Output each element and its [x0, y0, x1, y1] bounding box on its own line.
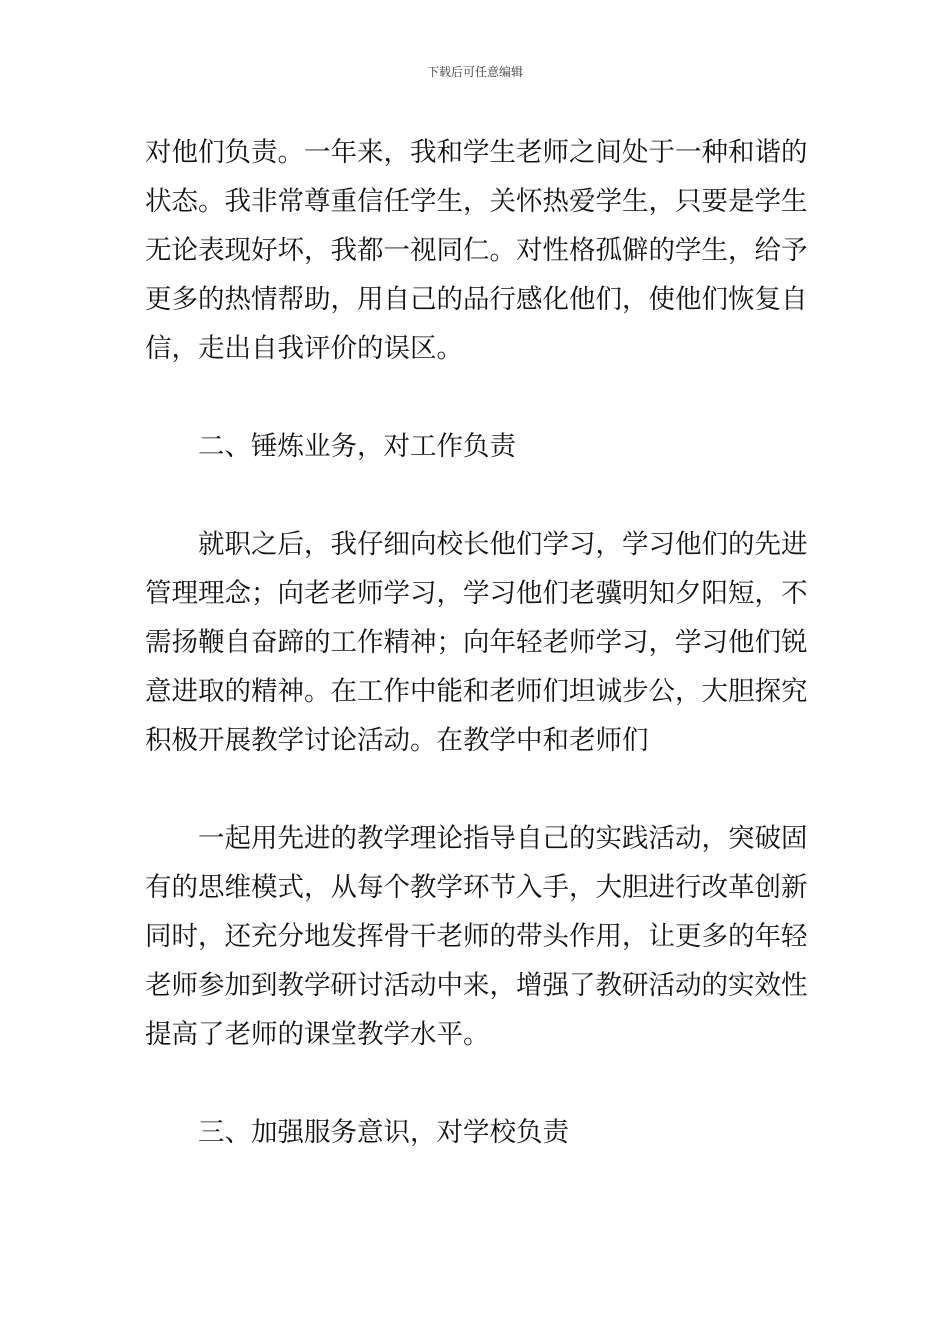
text-line: 老师参加到教学研讨活动中来，增强了教研活动的实效性: [145, 970, 807, 1001]
text-line: 提高了老师的课堂教学水平。: [145, 1019, 490, 1050]
text-line: 对他们负责。一年来，我和学生老师之间处于一种和谐的: [145, 137, 807, 168]
text-line: 状态。我非常尊重信任学生，关怀热爱学生，只要是学生: [145, 186, 807, 217]
text-line: 同时，还充分地发挥骨干老师的带头作用，让更多的年轻: [145, 921, 807, 952]
text-line: 信，走出自我评价的误区。: [145, 333, 463, 364]
text-line: 更多的热情帮助，用自己的品行感化他们，使他们恢复自: [145, 284, 807, 315]
paragraph-spacer: [145, 471, 807, 520]
page-header: 下载后可任意编辑: [426, 65, 523, 79]
section-heading: [145, 422, 807, 471]
text-line: 就职之后，我仔细向校长他们学习，学习他们的先进: [198, 529, 807, 560]
text-line: 有的思维模式，从每个教学环节入手，大胆进行改革创新: [145, 872, 807, 903]
heading-text: 二、锤炼业务，对工作负责: [198, 431, 516, 462]
text-line: 一起用先进的教学理论指导自己的实践活动，突破固: [198, 823, 807, 854]
paragraph: [145, 128, 807, 373]
paragraph-spacer: [145, 765, 807, 814]
heading-text: 三、加强服务意识，对学校负责: [198, 1117, 569, 1148]
section-heading: [145, 1108, 807, 1157]
text-line: 需扬鞭自奋蹄的工作精神；向年轻老师学习，学习他们锐: [145, 627, 807, 658]
text-line: 管理理念；向老老师学习，学习他们老骥明知夕阳短，不: [145, 578, 807, 609]
text-line: 积极开展教学讨论活动。在教学中和老师们: [145, 725, 649, 756]
paragraph-spacer: [145, 373, 807, 422]
text-line: 意进取的精神。在工作中能和老师们坦诚步公，大胆探究: [145, 676, 807, 707]
paragraph-spacer: [145, 1059, 807, 1108]
paragraph: [145, 520, 807, 765]
document-body: [145, 128, 807, 1157]
text-line: 无论表现好坏，我都一视同仁。对性格孤僻的学生，给予: [145, 235, 807, 266]
paragraph: [145, 814, 807, 1059]
